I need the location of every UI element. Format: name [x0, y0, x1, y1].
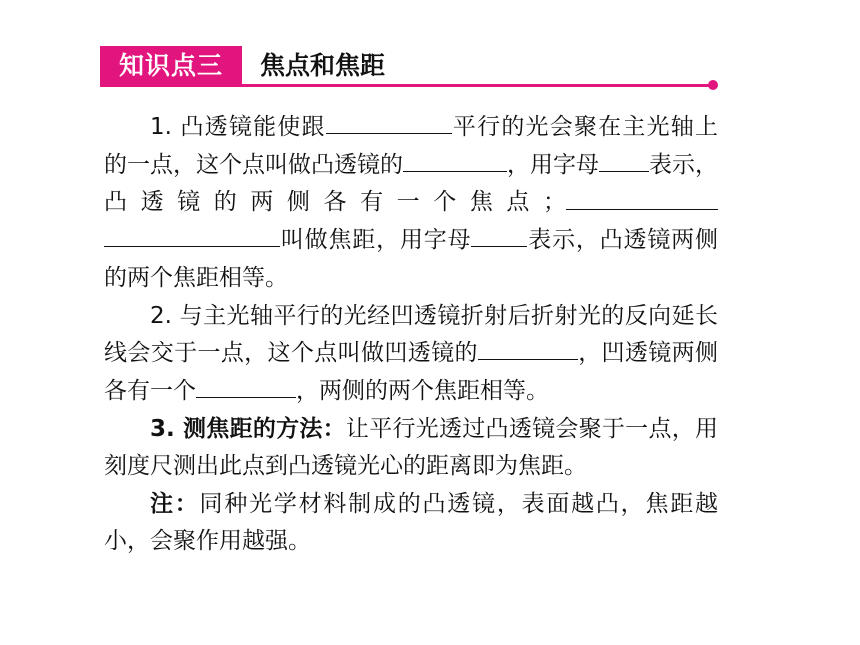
p1-text-3: ，用字母 — [507, 151, 599, 178]
p1-text-4: 表示，凸透镜的两侧各有一个焦点； — [104, 151, 718, 216]
header-rule-dot — [708, 80, 718, 90]
blank-2[interactable] — [403, 147, 507, 172]
paragraph-3 — [104, 411, 718, 486]
content-body — [104, 109, 718, 561]
blank-5[interactable] — [104, 222, 280, 247]
p1-text-2: 平行的光会聚在主光轴上的一点，这个点叫做凸透镜的 — [104, 114, 719, 178]
p2-text-3: ，两侧的两个焦距相等。 — [296, 378, 549, 404]
note-text: 同种光学材料制成的凸透镜，表面越凸，焦距越小，会聚作用越强。 — [104, 490, 719, 555]
section-title: 焦点和焦距 — [260, 51, 386, 80]
p1-text-5: 叫做焦距，用字母 — [280, 227, 472, 254]
p3-text: 让平行光透过凸透镜会聚于一点，用刻度尺测出此点到凸透镜光心的距离即为焦距。 — [104, 415, 718, 480]
blank-4[interactable] — [566, 184, 718, 209]
p2-text-1: 2. 与主光轴平行的光经凹透镜折射后折射光的反向延长线会交于一点，这个点叫做凹透镜的 — [104, 302, 718, 367]
section-badge: 知识点三 — [100, 46, 242, 86]
blank-8[interactable] — [196, 373, 296, 398]
note-label: 注： — [150, 490, 200, 517]
blank-7[interactable] — [478, 335, 578, 360]
paragraph-2 — [104, 298, 718, 411]
paragraph-1 — [104, 109, 718, 298]
blank-3[interactable] — [599, 147, 649, 172]
method-label: 3. 测焦距的方法： — [150, 415, 346, 442]
p1-text-1: 1. 凸透镜能使跟 — [150, 114, 326, 141]
blank-1[interactable] — [326, 109, 452, 134]
p2-text-2: ，凹透镜两侧各有一个 — [104, 340, 719, 404]
section-header — [100, 46, 720, 90]
p1-text-6: 表示，凸透镜两侧的两个焦距相等。 — [104, 227, 719, 291]
blank-6[interactable] — [471, 222, 527, 247]
header-rule — [100, 84, 712, 87]
paragraph-note — [104, 486, 718, 561]
